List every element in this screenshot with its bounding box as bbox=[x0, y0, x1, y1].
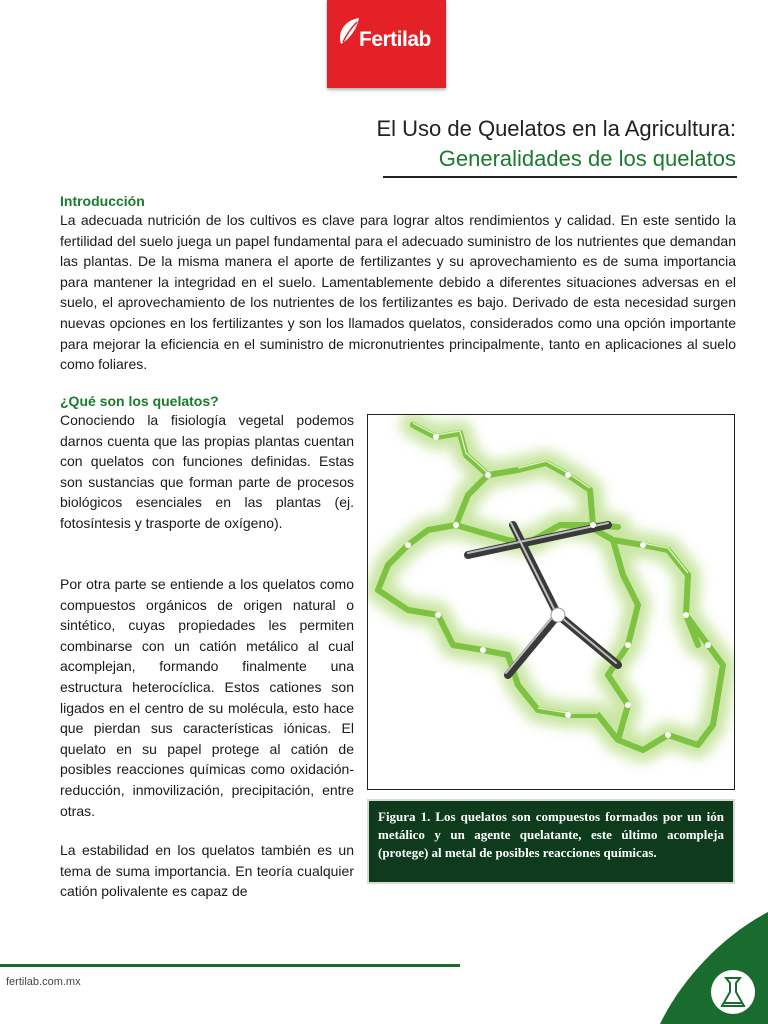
chelate-figure bbox=[367, 414, 735, 790]
title-divider bbox=[383, 176, 737, 178]
corner-logo-badge bbox=[660, 912, 768, 1024]
page-subtitle: Generalidades de los quelatos bbox=[438, 146, 736, 171]
page-title: El Uso de Quelatos en la Agricultura: bbox=[376, 116, 736, 141]
footer-divider bbox=[0, 964, 460, 967]
section-heading-quelatos: ¿Qué son los quelatos? bbox=[60, 393, 219, 409]
intro-heading: Introducción bbox=[60, 193, 145, 209]
section-paragraph-3: La estabilidad en los quelatos también es un tema de suma importancia. En teoría cualquier catión polivalente es capaz de bbox=[60, 842, 354, 900]
section-paragraph-1: Conociendo la fisiología vegetal podemos darnos cuenta que las propias plantas cuentan con quelatos con funciones definidas. Estas son sustancias que forman parte de procesos biológicos esenciales en las plantas (ej. fotosíntesis y trasporte de oxígeno). bbox=[60, 412, 354, 531]
figure-caption: Figura 1. Los quelatos son compuestos formados por un ión metálico y un agente quelatante, este último acompleja (protege) al metal de posibles reacciones químicas. bbox=[367, 799, 735, 884]
chelate-molecule-image bbox=[368, 415, 734, 789]
section-paragraph-2: Por otra parte se entiende a los quelatos como compuestos orgánicos de origen natural o sintético, cuyas propiedades les permiten combinarse con un catión metálico al cual acomplejan, formando finalmente una estructura heterocíclica. Estos cationes son ligados en el centro de su molécula, esto hace que pierdan sus características iónicas. El quelato en su papel protege al catión de posibles reacciones químicas como oxidación-reducción, inmovilización, precipitación, entre otras. bbox=[60, 576, 354, 819]
logo bbox=[327, 0, 446, 88]
brand-name: Fertilab bbox=[359, 28, 431, 51]
footer-url: fertilab.com.mx bbox=[6, 976, 81, 988]
intro-paragraph: La adecuada nutrición de los cultivos es clave para lograr altos rendimientos y calidad. En este sentido la fertilidad del suelo juega un papel fundamental para el adecuado suministro de los nutrientes que demandan las plantas. De la misma manera el aporte de fertilizantes y su aprovechamiento es de suma importancia para mantener la integridad en el suelo. Lamentablemente debido a diferentes situaciones adversas en el suelo, el aprovechamiento de los nutrientes de los fertilizantes es bajo. Derivado de esta necesidad surgen nuevas opciones en los fertilizantes y son los llamados quelatos, considerados como una opción importante para mejorar la eficiencia en el suministro de micronutrientes principalmente, tanto en aplicaciones al suelo como foliares. bbox=[60, 212, 736, 373]
